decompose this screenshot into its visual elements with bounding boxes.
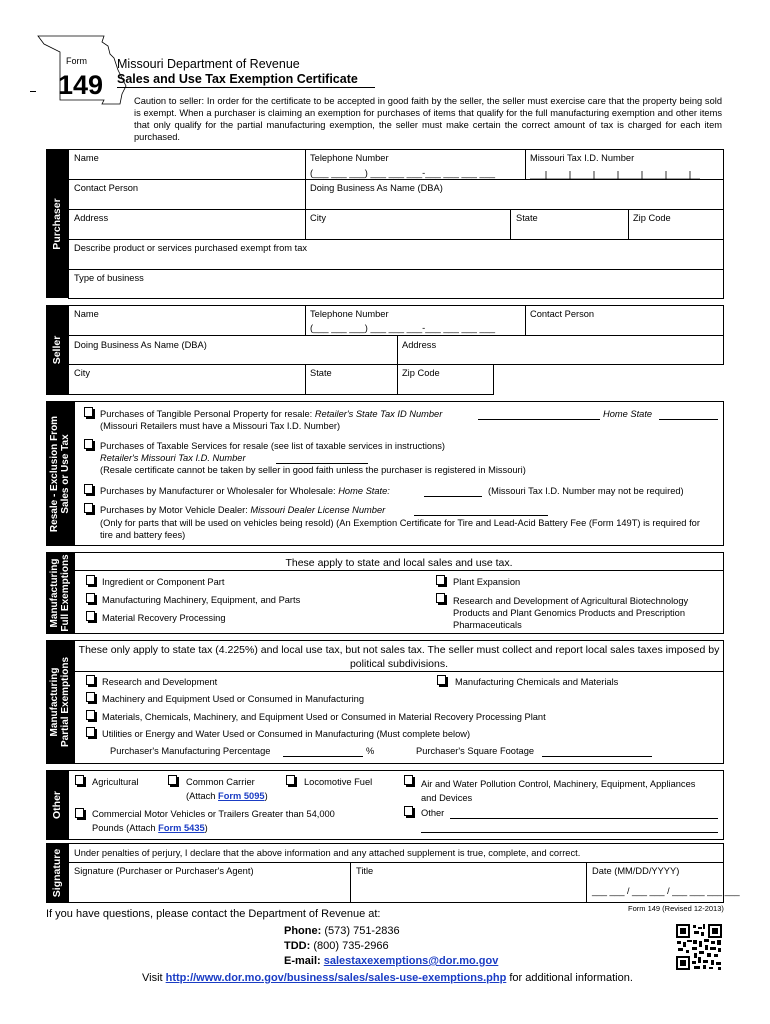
plant-expansion-checkbox[interactable] bbox=[436, 575, 445, 585]
ingredient-label: Ingredient or Component Part bbox=[102, 577, 225, 587]
tick-mark bbox=[30, 91, 36, 92]
machinery-partial-label: Machinery and Equipment Used or Consumed in Manufacturing bbox=[102, 694, 365, 704]
wholesale-home-state-field[interactable] bbox=[424, 496, 482, 497]
common-carrier-checkbox[interactable] bbox=[168, 775, 177, 785]
signature-field[interactable] bbox=[72, 878, 346, 900]
purchaser-zip-label: Zip Code bbox=[633, 213, 671, 223]
purchaser-section-label: Purchaser bbox=[46, 149, 68, 298]
signature-section-label: Signature bbox=[46, 843, 68, 903]
resale-wholesale-note: (Missouri Tax I.D. Number may not be required) bbox=[488, 486, 684, 496]
visit-line: Visit http://www.dor.mo.gov/business/sales/sales-use-exemptions.php for additional information. bbox=[142, 972, 633, 984]
resale-services-note: (Resale certificate cannot be taken by seller in good faith unless the purchaser is registered in Missouri) bbox=[100, 465, 526, 475]
tax-id-digit-boxes bbox=[530, 168, 700, 180]
purchaser-name-label: Name bbox=[74, 153, 99, 163]
mfg-partial-section-label: Manufacturing Partial Exemptions bbox=[46, 640, 74, 764]
purchaser-describe-label: Describe product or services purchased exempt from tax bbox=[74, 243, 308, 253]
purchaser-tax-id-field[interactable] bbox=[530, 167, 700, 179]
machinery-partial-checkbox[interactable] bbox=[86, 692, 95, 702]
resale-wholesale-checkbox[interactable] bbox=[84, 484, 93, 494]
seller-telephone-label: Telephone Number bbox=[310, 309, 389, 319]
square-footage-label: Purchaser's Square Footage bbox=[416, 746, 535, 756]
research-partial-checkbox[interactable] bbox=[86, 675, 95, 685]
other-checkbox[interactable] bbox=[404, 806, 413, 816]
square-footage-field[interactable] bbox=[542, 756, 652, 757]
locomotive-fuel-label: Locomotive Fuel bbox=[304, 777, 373, 787]
caution-text: Caution to seller: In order for the certificate to be accepted in good faith by the seller, the seller must exercise care that the property being sold is exempt. When a purchaser is claiming an exemption for purchases of items that qualify for the full manufacturing exemption and other items that only qualify for the partial manufacturing exemption, the seller must make certain the correct amount of tax is charged for each item purchased. bbox=[134, 96, 722, 142]
revision-note: Form 149 (Revised 12-2013) bbox=[628, 904, 724, 913]
exemptions-url-link[interactable]: http://www.dor.mo.gov/business/sales/sales-use-exemptions.php bbox=[165, 972, 507, 984]
research-partial-label: Research and Development bbox=[102, 677, 218, 687]
seller-name-label: Name bbox=[74, 309, 99, 319]
commercial-vehicles-checkbox[interactable] bbox=[75, 808, 84, 818]
purchaser-contact-label: Contact Person bbox=[74, 183, 139, 193]
agricultural-label: Agricultural bbox=[92, 777, 139, 787]
common-carrier-label: Common Carrier bbox=[186, 777, 255, 787]
mfg-full-section-label: Manufacturing Full Exemptions bbox=[46, 552, 74, 634]
mfg-full-intro: These apply to state and local sales and use tax. bbox=[285, 557, 513, 569]
mfg-percentage-field[interactable] bbox=[283, 756, 363, 757]
email-link[interactable]: salestaxexemptions@dor.mo.gov bbox=[323, 955, 499, 967]
title-label: Title bbox=[356, 866, 374, 876]
perjury-statement: Under penalties of perjury, I declare that the above information and any attached supplement is true, complete, and correct. bbox=[74, 848, 581, 858]
research-full-label: Research and Development of Agricultural Biotechnology Products and Plant Genomics Products and Prescription Pharmaceuticals bbox=[453, 596, 689, 630]
other-field[interactable] bbox=[450, 818, 718, 819]
qr-code bbox=[676, 924, 722, 970]
chemicals-checkbox[interactable] bbox=[437, 675, 446, 685]
seller-dba-label: Doing Business As Name (DBA) bbox=[74, 340, 207, 350]
questions-text: If you have questions, please contact the Department of Revenue at: bbox=[46, 908, 381, 920]
resale-dealer-note: (Only for parts that will be used on vehicles being resold) (An Exemption Certificate for Tire and Lead-Acid Battery Fee (Form 149T) is required for tire and battery fees) bbox=[100, 518, 700, 540]
date-label: Date (MM/DD/YYYY) bbox=[592, 866, 680, 876]
signature-label: Signature (Purchaser or Purchaser's Agent) bbox=[74, 866, 254, 876]
machinery-full-label: Manufacturing Machinery, Equipment, and Parts bbox=[102, 595, 301, 605]
resale-services-text: Purchases of Taxable Services for resale (see list of taxable services in instructions) bbox=[100, 441, 445, 451]
attach-form-5095: (Attach Form 5095) bbox=[186, 791, 268, 801]
retailer-missouri-id-field[interactable] bbox=[276, 463, 368, 464]
agency-name: Missouri Department of Revenue bbox=[117, 57, 300, 71]
retailer-tax-id-field[interactable] bbox=[478, 419, 600, 420]
resale-home-state-label: Home State bbox=[603, 409, 653, 419]
title-field[interactable] bbox=[354, 878, 582, 900]
air-water-checkbox[interactable] bbox=[404, 775, 413, 785]
plant-expansion-label: Plant Expansion bbox=[453, 577, 521, 587]
form-5095-link[interactable]: Form 5095 bbox=[218, 791, 265, 801]
chemicals-label: Manufacturing Chemicals and Materials bbox=[455, 677, 619, 687]
resale-tangible-text: Purchases of Tangible Personal Property for resale: Retailer's State Tax ID Number bbox=[100, 409, 443, 419]
form-5435-link[interactable]: Form 5435 bbox=[158, 823, 205, 833]
utilities-checkbox[interactable] bbox=[86, 727, 95, 737]
seller-state-label: State bbox=[310, 368, 332, 378]
resale-dealer-checkbox[interactable] bbox=[84, 503, 93, 513]
resale-services-id-label: Retailer's Missouri Tax I.D. Number bbox=[100, 453, 246, 463]
seller-section-label: Seller bbox=[46, 305, 68, 395]
seller-contact-label: Contact Person bbox=[530, 309, 595, 319]
purchaser-state-label: State bbox=[516, 213, 538, 223]
date-field[interactable]: ___ ___ / ___ ___ / ___ ___ ___ ___ bbox=[592, 886, 740, 896]
material-recovery-checkbox[interactable] bbox=[86, 611, 95, 621]
ingredient-checkbox[interactable] bbox=[86, 575, 95, 585]
material-recovery-label: Material Recovery Processing bbox=[102, 613, 226, 623]
mfg-partial-intro: These only apply to state tax (4.225%) and local use tax, but not sales tax. The seller must collect and report local sales taxes imposed by political subdivisions. bbox=[78, 644, 720, 670]
purchaser-telephone-label: Telephone Number bbox=[310, 153, 389, 163]
mfg-percentage-label: Purchaser's Manufacturing Percentage bbox=[110, 746, 271, 756]
materials-partial-label: Materials, Chemicals, Machinery, and Equipment Used or Consumed in Material Recovery Processing Plant bbox=[102, 712, 546, 722]
other-section-label: Other bbox=[46, 770, 68, 840]
utilities-label: Utilities or Energy and Water Used or Consumed in Manufacturing (Must complete below) bbox=[102, 729, 471, 739]
air-water-label: Air and Water Pollution Control, Machinery, Equipment, Appliances and Devices bbox=[421, 779, 696, 803]
other-label: Other bbox=[421, 808, 445, 818]
purchaser-dba-label: Doing Business As Name (DBA) bbox=[310, 183, 443, 193]
form-title: Sales and Use Tax Exemption Certificate bbox=[117, 72, 358, 86]
locomotive-fuel-checkbox[interactable] bbox=[286, 775, 295, 785]
purchaser-telephone-field[interactable]: (___ ___ ___) ___ ___ ___-___ ___ ___ ___ bbox=[310, 168, 496, 178]
title-underline bbox=[117, 87, 375, 88]
email-line: E-mail: salestaxexemptions@dor.mo.gov bbox=[284, 955, 499, 967]
purchaser-address-label: Address bbox=[74, 213, 109, 223]
percent-sign: % bbox=[366, 746, 375, 756]
research-full-checkbox[interactable] bbox=[436, 593, 445, 603]
seller-zip-label: Zip Code bbox=[402, 368, 440, 378]
other-field-line2[interactable] bbox=[421, 832, 718, 833]
purchaser-city-label: City bbox=[310, 213, 327, 223]
form-number: 149 bbox=[58, 70, 104, 100]
seller-telephone-field[interactable]: (___ ___ ___) ___ ___ ___-___ ___ ___ ___ bbox=[310, 323, 496, 333]
resale-services-checkbox[interactable] bbox=[84, 439, 93, 449]
purchaser-tax-id-label: Missouri Tax I.D. Number bbox=[530, 153, 635, 163]
resale-dealer-text: Purchases by Motor Vehicle Dealer: Missouri Dealer License Number bbox=[100, 505, 386, 515]
phone-line: Phone: (573) 751-2836 bbox=[284, 925, 400, 937]
home-state-field[interactable] bbox=[659, 419, 718, 420]
attach-form-5435: Pounds (Attach Form 5435) bbox=[92, 823, 208, 833]
resale-section-label: Resale - Exclusion From Sales or Use Tax bbox=[46, 401, 74, 546]
form-label: Form bbox=[66, 56, 87, 66]
tdd-line: TDD: (800) 735-2966 bbox=[284, 940, 389, 952]
machinery-full-checkbox[interactable] bbox=[86, 593, 95, 603]
seller-city-label: City bbox=[74, 368, 91, 378]
resale-wholesale-text: Purchases by Manufacturer or Wholesaler for Wholesale: Home State: bbox=[100, 486, 390, 496]
commercial-vehicles-label: Commercial Motor Vehicles or Trailers Greater than 54,000 bbox=[92, 809, 335, 819]
materials-partial-checkbox[interactable] bbox=[86, 710, 95, 720]
dealer-license-field[interactable] bbox=[414, 515, 548, 516]
purchaser-type-label: Type of business bbox=[74, 273, 144, 283]
agricultural-checkbox[interactable] bbox=[75, 775, 84, 785]
seller-address-label: Address bbox=[402, 340, 437, 350]
resale-tangible-note: (Missouri Retailers must have a Missouri Tax I.D. Number) bbox=[100, 421, 341, 431]
resale-tangible-checkbox[interactable] bbox=[84, 407, 93, 417]
